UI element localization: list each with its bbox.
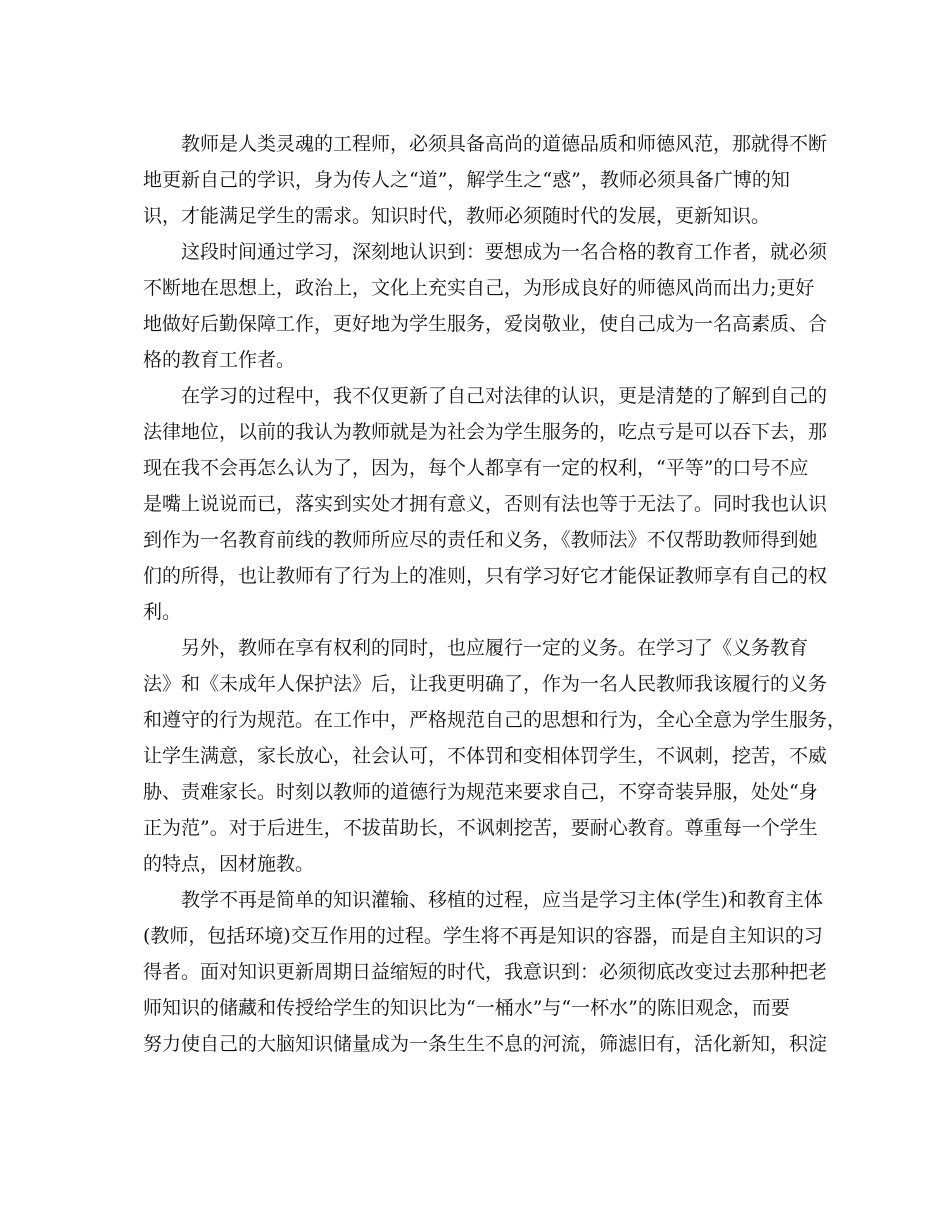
paragraph-line: 地更新自己的学识，身为传人之“道”，解学生之“惑”，教师必须具备广博的知: [143, 169, 790, 191]
paragraph-line: (教师，包括环境)交互作用的过程。学生将不再是知识的容器，而是自主知识的习: [143, 925, 823, 947]
paragraph-line: 法律地位，以前的我认为教师就是为社会为学生服务的，吃点亏是可以吞下去，那: [143, 421, 828, 443]
paragraph-line: 正为范”。对于后进生，不拔苗助长，不讽刺挖苦，要耐心教育。尊重每一个学生: [143, 817, 818, 839]
paragraph-line: 教师是人类灵魂的工程师，必须具备高尚的道德品质和师德风范，那就得不断: [143, 133, 828, 155]
paragraph-line: 法》和《未成年人保护法》后，让我更明确了，作为一名人民教师我该履行的义务: [143, 673, 828, 695]
paragraph-line: 现在我不会再怎么认为了，因为，每个人都享有一定的权利，“平等”的口号不应: [143, 457, 809, 479]
document-body: [143, 126, 847, 1062]
paragraph-2: [143, 234, 828, 378]
paragraph-4: [143, 630, 847, 882]
paragraph-line: 到作为一名教育前线的教师所应尽的责任和义务，《教师法》不仅帮助教师得到她: [143, 529, 818, 551]
paragraph-line: 格的教育工作者。: [143, 349, 296, 371]
paragraph-line: 让学生满意，家长放心，社会认可，不体罚和变相体罚学生，不讽刺，挖苦，不威: [143, 745, 828, 767]
paragraph-line: 不断地在思想上，政治上，文化上充实自己，为形成良好的师德风尚而出力;更好: [143, 277, 815, 299]
paragraph-line: 是嘴上说说而已，落实到实处才拥有意义，否则有法也等于无法了。同时我也认识: [143, 493, 828, 515]
paragraph-line: 得者。面对知识更新周期日益缩短的时代，我意识到：必须彻底改变过去那种把老: [143, 961, 828, 983]
paragraph-5: [143, 882, 828, 1062]
paragraph-line: 这段时间通过学习，深刻地认识到：要想成为一名合格的教育工作者，就必须: [143, 241, 828, 263]
paragraph-line: 努力使自己的大脑知识储量成为一条生生不息的河流，筛滤旧有，活化新知，积淀: [143, 1033, 828, 1055]
paragraph-line: 的特点，因材施教。: [143, 853, 315, 875]
paragraph-line: 地做好后勤保障工作，更好地为学生服务，爱岗敬业，使自己成为一名高素质、合: [143, 313, 828, 335]
paragraph-line: 教学不再是简单的知识灌输、移植的过程，应当是学习主体(学生)和教育主体: [143, 889, 823, 911]
paragraph-line: 们的所得，也让教师有了行为上的准则，只有学习好它才能保证教师享有自己的权: [143, 565, 828, 587]
paragraph-line: 胁、责难家长。时刻以教师的道德行为规范来要求自己，不穿奇装异服，处处“身: [143, 781, 818, 803]
paragraph-3: [143, 378, 828, 630]
paragraph-line: 师知识的储藏和传授给学生的知识比为“一桶水”与“一杯水”的陈旧观念，而要: [143, 997, 790, 1019]
paragraph-line: 利。: [143, 601, 182, 623]
paragraph-line: 和遵守的行为规范。在工作中，严格规范自己的思想和行为，全心全意为学生服务，: [143, 709, 847, 731]
paragraph-line: 另外，教师在享有权利的同时，也应履行一定的义务。在学习了《义务教育: [143, 637, 809, 659]
paragraph-line: 识，才能满足学生的需求。知识时代，教师必须随时代的发展，更新知识。: [143, 205, 771, 227]
paragraph-1: [143, 126, 828, 234]
paragraph-line: 在学习的过程中，我不仅更新了自己对法律的认识，更是清楚的了解到自己的: [143, 385, 828, 407]
